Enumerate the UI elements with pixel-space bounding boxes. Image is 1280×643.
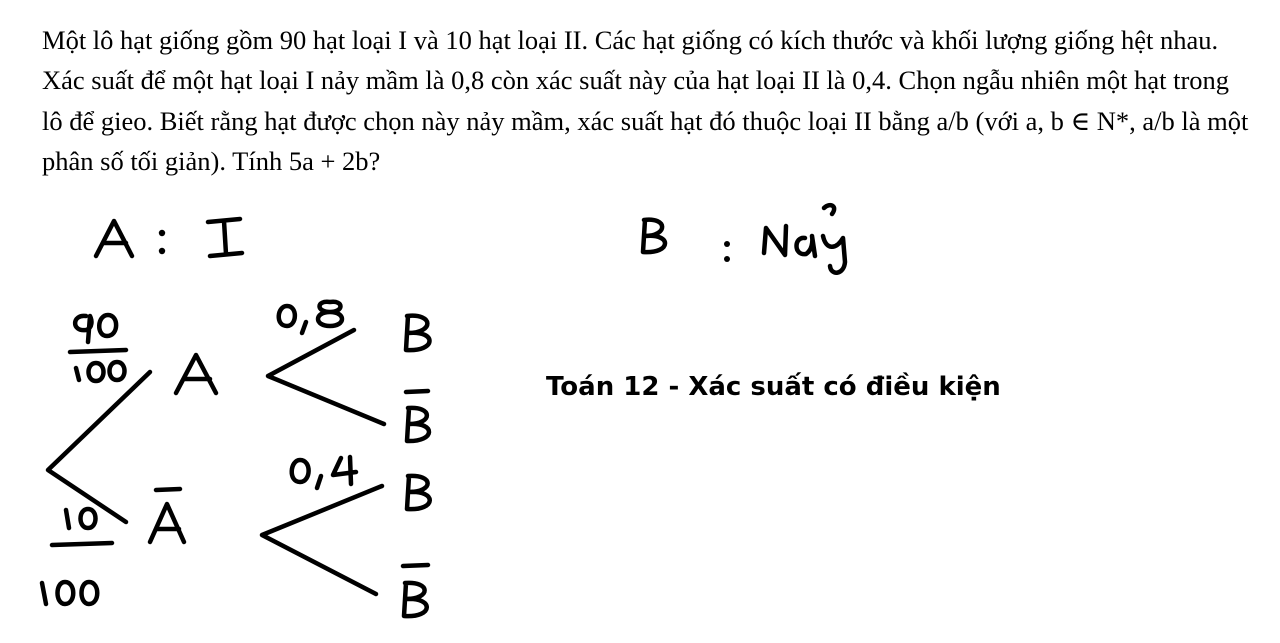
lesson-subtitle: Toán 12 - Xác suất có điều kiện [546,372,1001,402]
tree-branches-from-a [268,330,384,424]
node-a [176,355,216,393]
node-b-bar-lower [403,565,428,616]
definition-b-germinate [643,205,845,273]
probability-a-bar [42,509,112,604]
definition-a-type-one [96,219,242,256]
tree-branches-from-a-bar [262,486,382,594]
node-a-bar [150,489,184,542]
probability-a [70,315,126,381]
node-b-upper [406,316,430,350]
problem-text: Một lô hạt giống gồm 90 hạt loại I và 10 hạt loại II. Các hạt giống có kích thước và khối lượng giống hệt nhau. Xác suất để một hạt loại I nảy mầm là 0,8 còn xác suất này của hạt loại II là 0,4. Chọn ngẫu nhiên một hạt trong lô để gieo. Biết rằng hạt được chọn này nảy mầm, xác suất hạt đó thuộc loại II bằng a/b (với a, b ∈ N*, a/b là một phân số tối giản). Tính 5a + 2b? [42,25,1249,176]
tree-branches-level-1 [48,372,150,522]
probability-b-given-a [279,302,342,333]
node-b-bar-upper [406,391,429,441]
node-b-lower [407,476,430,509]
probability-b-given-a-bar [292,457,356,488]
